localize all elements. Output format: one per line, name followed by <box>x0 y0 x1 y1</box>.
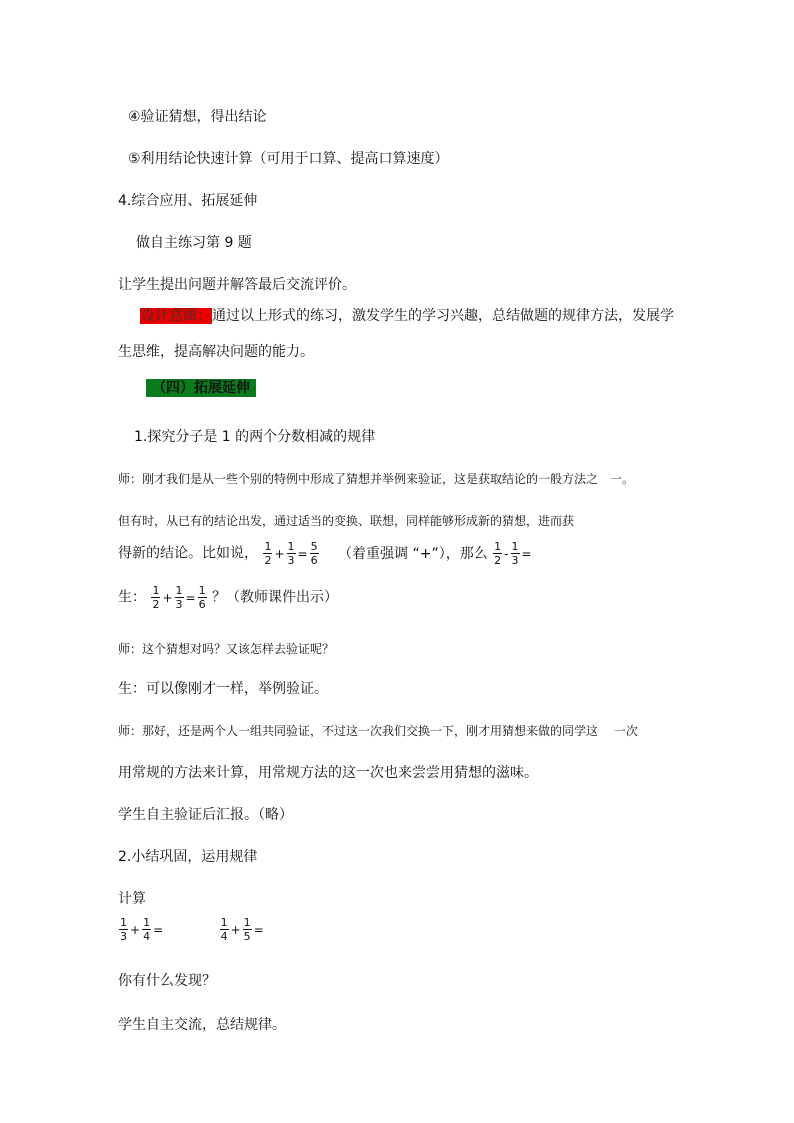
design-intent-label: 设计意图： <box>141 308 211 324</box>
fraction: $\frac{1}{4}$ <box>143 916 151 943</box>
fraction: $\frac{1}{4}$ <box>220 916 228 943</box>
fraction: $\frac{1}{3}$ <box>511 540 519 567</box>
design-intent-text: 通过以上形式的练习，激发学生的学习兴趣，总结做题的规律方法，发展学 <box>212 308 674 324</box>
expression-exercise-2: $\frac{1}{4}$ + $\frac{1}{5}$ = <box>220 916 264 943</box>
teacher-question: 师：这个猜想对吗？又该怎样去验证呢？ <box>118 642 335 656</box>
student-report: 学生自主验证后汇报。（略） <box>118 807 293 823</box>
fraction: $\frac{1}{3}$ <box>175 584 183 611</box>
design-intent-line <box>140 307 674 325</box>
calculate-label: 计算 <box>118 891 146 907</box>
section-heading-label: （四）拓展延伸 <box>146 379 256 397</box>
section-heading <box>146 379 256 397</box>
student-conjecture-line <box>118 584 338 611</box>
fraction: $\frac{1}{5}$ <box>243 916 251 943</box>
teacher-instruction-continued: 用常规的方法来计算，用常规方法的这一次也来尝尝用猜想的滋味。 <box>118 765 538 781</box>
speaker-label: 生： <box>118 589 146 606</box>
design-intent-continuation: 生思维，提高解决问题的能力。 <box>118 344 314 360</box>
fraction: $\frac{1}{2}$ <box>152 584 160 611</box>
student-answer: 生：可以像刚才一样，举例验证。 <box>118 681 328 697</box>
fraction: $\frac{1}{2}$ <box>264 540 272 567</box>
instruction-text: 让学生提出问题并解答最后交流评价。 <box>118 277 356 293</box>
topic-1-heading: 1.探究分子是 1 的两个分数相减的规律 <box>134 429 376 445</box>
step-4-text: ④验证猜想，得出结论 <box>128 109 267 125</box>
teacher-line-1: 师：刚才我们是从一些个别的特例中形成了猜想并举例来验证，这是获取结论的一般方法之 一。 <box>118 472 635 486</box>
exercise-text: 做自主练习第 9 题 <box>136 235 252 251</box>
expression-conjecture: $\frac{1}{2}$ + $\frac{1}{3}$ = $\frac{1}{6}$ <box>152 584 206 611</box>
topic-2-heading: 2.小结巩固，运用规律 <box>118 849 258 865</box>
teacher-instruction: 师：那好，还是两个人一组共同验证，不过这一次我们交换一下，刚才用猜想来做的同学这 一次 <box>118 724 638 738</box>
fraction: $\frac{5}{6}$ <box>310 540 318 567</box>
expression-exercise-1: $\frac{1}{3}$ + $\frac{1}{4}$ = <box>120 916 164 943</box>
example-line <box>118 540 533 567</box>
example-middle: （着重强调 “+”），那么 <box>338 545 488 562</box>
expression-difference: $\frac{1}{2}$ - $\frac{1}{3}$ = <box>494 540 532 567</box>
discovery-question: 你有什么发现？ <box>118 973 216 989</box>
summary-text: 学生自主交流，总结规律。 <box>118 1017 286 1033</box>
fraction: $\frac{1}{2}$ <box>494 540 502 567</box>
teacher-line-2: 但有时，从已有的结论出发，通过适当的变换、联想，同样能够形成新的猜想，进而获 <box>118 514 575 528</box>
expression-sum-example: $\frac{1}{2}$ + $\frac{1}{3}$ = $\frac{5}{6}$ <box>264 540 318 567</box>
conjecture-suffix: ？（教师课件出示） <box>212 589 339 606</box>
fraction: $\frac{1}{3}$ <box>120 916 127 943</box>
step-5-text: ⑤利用结论快速计算（可用于口算、提高口算速度） <box>128 151 449 167</box>
section-4-heading: 4.综合应用、拓展延伸 <box>118 193 258 209</box>
example-prefix: 得新的结论。比如说， <box>118 545 258 562</box>
calculation-exercises <box>118 916 265 943</box>
fraction: $\frac{1}{3}$ <box>287 540 295 567</box>
fraction: $\frac{1}{6}$ <box>198 584 206 611</box>
